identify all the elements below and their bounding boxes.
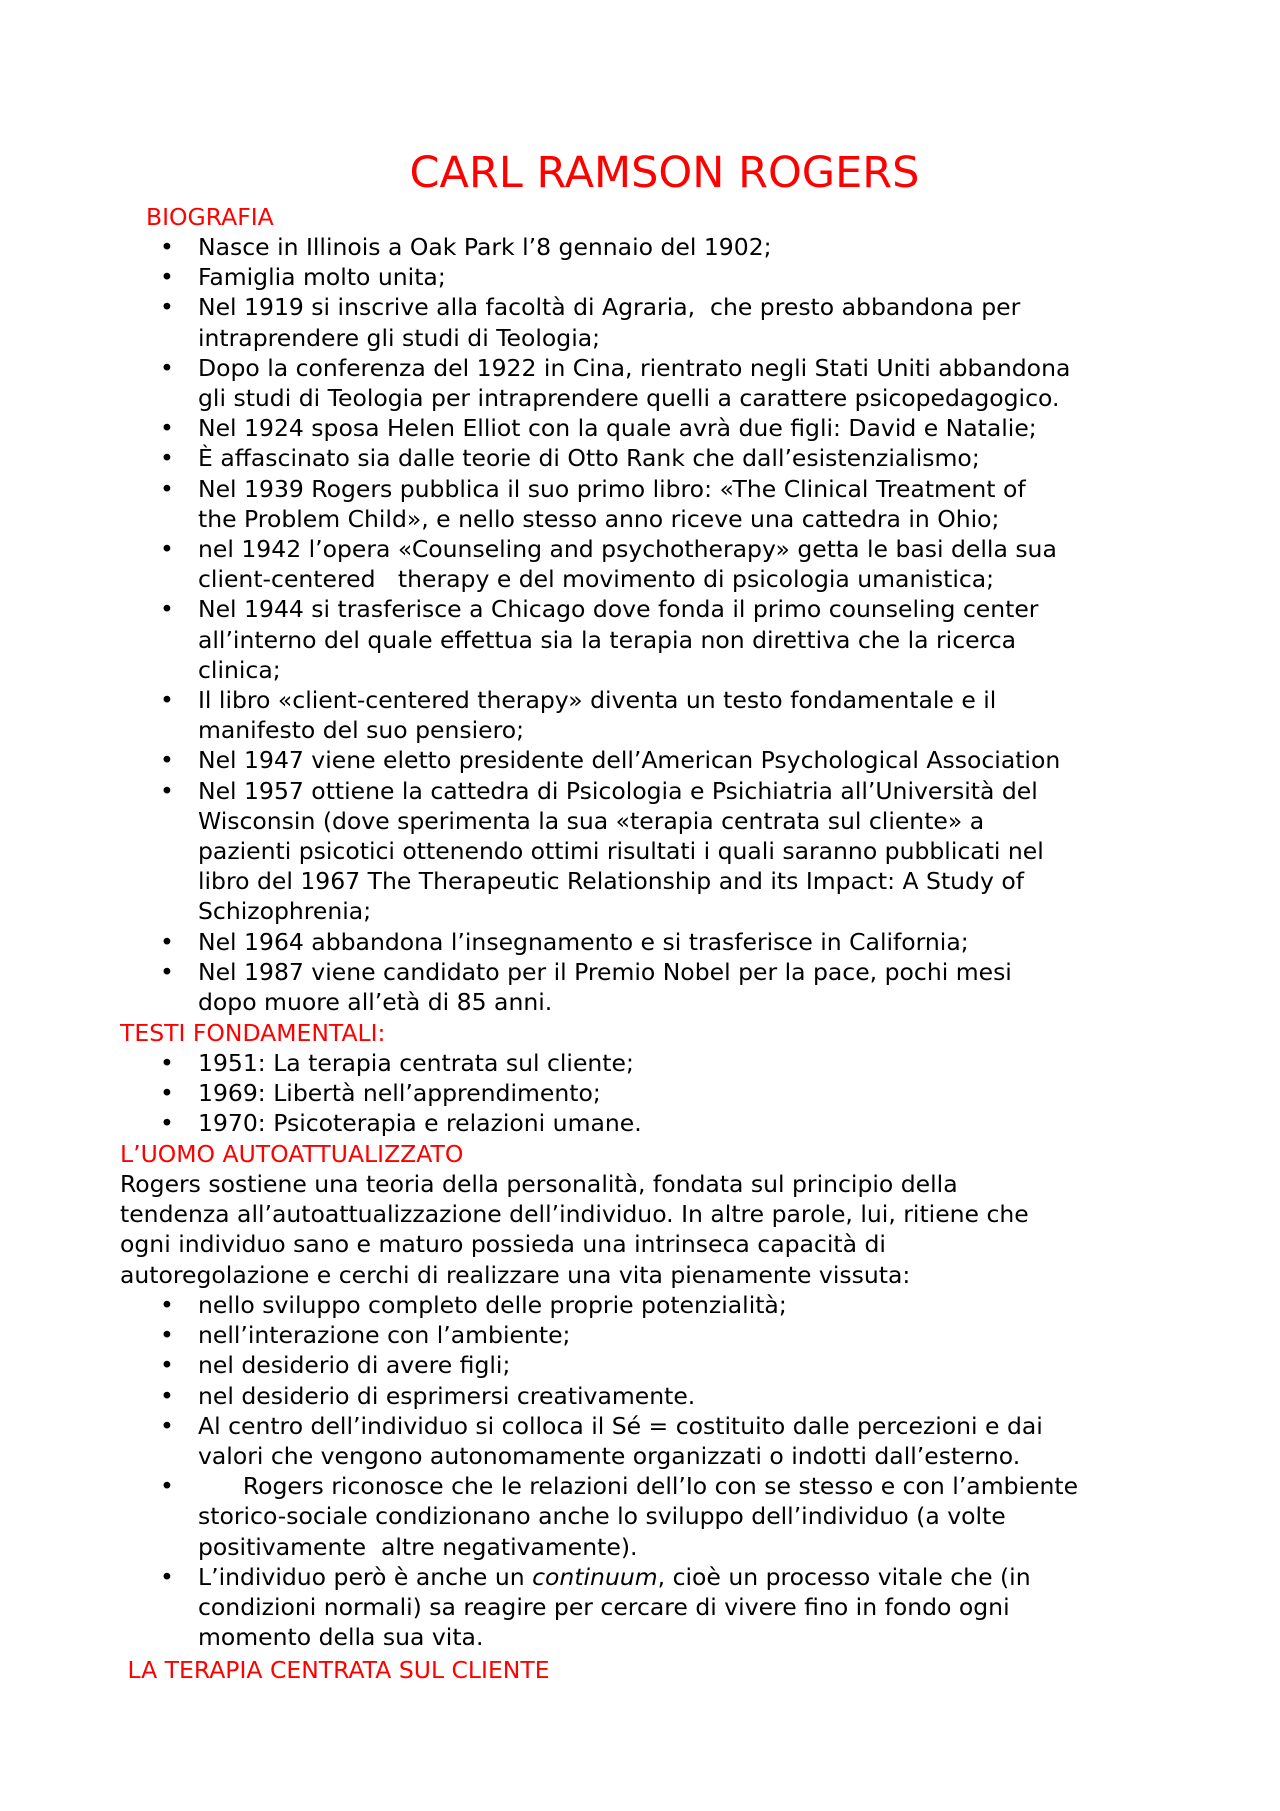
bullet-icon: • — [160, 927, 174, 956]
list-item-line: clinica; — [198, 655, 281, 684]
text-segment: , cioè un processo vitale che (in — [657, 1562, 1031, 1591]
text-segment: condizioni normali) sa reagire per cercare di vivere fino in fondo ogni — [198, 1593, 1010, 1622]
list-item — [0, 292, 1178, 352]
list-item-line: Il libro «client-centered therapy» diventa un testo fondamentale e il — [198, 686, 997, 715]
bullet-icon: • — [160, 1472, 174, 1501]
paragraph-uomo-autoattualizzato — [120, 1169, 1160, 1290]
list-item-line: nel desiderio di esprimersi creativamente. — [198, 1381, 696, 1410]
list-item-line: Rogers riconosce che le relazioni dell’Io con se stesso e con l’ambiente — [198, 1472, 1079, 1501]
list-item — [0, 1048, 1178, 1078]
list-item-line: 1969: Libertà nell’apprendimento; — [198, 1079, 601, 1108]
list-item-line: dopo muore all’età di 85 anni. — [198, 988, 553, 1017]
list-biografia — [0, 232, 1280, 1017]
paragraph-line: autoregolazione e cerchi di realizzare una vita pienamente vissuta: — [120, 1260, 911, 1289]
bullet-icon: • — [160, 414, 174, 443]
bullet-icon: • — [160, 233, 174, 261]
paragraph-line: ogni individuo sano e maturo possieda una intrinseca capacità di — [120, 1230, 886, 1259]
list-item-line: Schizophrenia; — [198, 897, 372, 926]
bullet-icon: • — [160, 1381, 174, 1410]
list-item-line: libro del 1967 The Therapeutic Relationship and its Impact: A Study of — [198, 867, 1025, 896]
bullet-icon: • — [160, 263, 174, 292]
list-item — [0, 745, 1178, 775]
list-item — [0, 232, 1178, 262]
list-item-line: nello sviluppo completo delle proprie potenzialità; — [198, 1291, 787, 1319]
heading-uomo-autoattualizzato: L’UOMO AUTOATTUALIZZATO — [120, 1140, 464, 1168]
list-item-line: client-centered therapy e del movimento di psicologia umanistica; — [198, 565, 995, 594]
list-item — [0, 1108, 1178, 1138]
list-item — [0, 957, 1178, 1017]
bullet-icon: • — [160, 1049, 174, 1077]
list-item-line: Nel 1987 viene candidato per il Premio Nobel per la pace, pochi mesi — [198, 957, 1012, 986]
list-item-line: Nel 1924 sposa Helen Elliot con la quale avrà due figli: David e Natalie; — [198, 414, 1037, 443]
list-item-line — [198, 1622, 1178, 1652]
list-item — [0, 1562, 1178, 1653]
list-item-line: Nel 1944 si trasferisce a Chicago dove fonda il primo counseling center — [198, 595, 1039, 624]
list-item — [0, 1350, 1178, 1380]
paragraph-line: Rogers sostiene una teoria della personalità, fondata sul principio della — [120, 1170, 958, 1198]
paragraph-line: tendenza all’autoattualizzazione dell’individuo. In altre parole, lui, ritiene che — [120, 1200, 1029, 1229]
bullet-icon: • — [160, 957, 174, 986]
list-item — [0, 776, 1178, 927]
list-testi-fondamentali — [0, 1048, 1280, 1139]
list-item-line: valori che vengono autonomamente organizzati o indotti dall’esterno. — [198, 1442, 1021, 1471]
bullet-icon: • — [160, 353, 174, 382]
list-item-line: Al centro dell’individuo si colloca il Sé = costituito dalle percezioni e dai — [198, 1411, 1043, 1440]
list-item-line: Nel 1964 abbandona l’insegnamento e si trasferisce in California; — [198, 927, 969, 956]
bullet-icon: • — [160, 776, 174, 805]
list-item — [0, 413, 1178, 443]
bullet-icon: • — [160, 595, 174, 624]
list-item-line: gli studi di Teologia per intraprendere quelli a carattere psicopedagogico. — [198, 384, 1060, 413]
list-item — [0, 1471, 1178, 1562]
text-segment: L’individuo però è anche un — [198, 1562, 533, 1591]
list-item-line: Famiglia molto unita; — [198, 263, 446, 292]
list-item-line: È affascinato sia dalle teorie di Otto Rank che dall’esistenzialismo; — [198, 444, 980, 473]
italic-term: continuum — [532, 1562, 658, 1591]
list-item-line — [198, 1592, 1178, 1622]
bullet-icon: • — [160, 686, 174, 715]
list-item-line: intraprendere gli studi di Teologia; — [198, 323, 601, 352]
heading-biografia: BIOGRAFIA — [146, 203, 274, 231]
list-item — [0, 534, 1178, 594]
list-item — [0, 353, 1178, 413]
bullet-icon: • — [160, 1411, 174, 1440]
bullet-icon: • — [160, 444, 174, 473]
list-item-line: nell’interazione con l’ambiente; — [198, 1321, 571, 1350]
list-item-line: positivamente altre negativamente). — [198, 1532, 638, 1561]
bullet-icon: • — [160, 1079, 174, 1108]
list-item-line: manifesto del suo pensiero; — [198, 716, 525, 745]
list-item — [0, 262, 1178, 292]
list-item-line: nel desiderio di avere figli; — [198, 1351, 511, 1380]
bullet-icon: • — [160, 1562, 174, 1591]
list-item-line: Nasce in Illinois a Oak Park l’8 gennaio del 1902; — [198, 233, 772, 261]
bullet-icon: • — [160, 535, 174, 564]
list-uomo-autoattualizzato — [0, 1290, 1280, 1652]
list-item — [0, 1381, 1178, 1411]
text-segment: momento della sua vita. — [198, 1623, 484, 1652]
list-item-line: Wisconsin (dove sperimenta la sua «terapia centrata sul cliente» a — [198, 806, 985, 835]
list-item-line: Nel 1939 Rogers pubblica il suo primo libro: «The Clinical Treatment of — [198, 474, 1026, 503]
list-item-line: Nel 1947 viene eletto presidente dell’American Psychological Association — [198, 746, 1061, 775]
list-item-line: Nel 1919 si inscrive alla facoltà di Agraria, che presto abbandona per — [198, 293, 1021, 322]
heading-terapia-centrata: LA TERAPIA CENTRATA SUL CLIENTE — [120, 1656, 550, 1684]
bullet-icon: • — [160, 1321, 174, 1350]
list-item-line: the Problem Child», e nello stesso anno riceve una cattedra in Ohio; — [198, 504, 1000, 533]
bullet-icon: • — [160, 1291, 174, 1319]
list-item — [0, 685, 1178, 745]
document-title: CARL RAMSON ROGERS — [409, 148, 920, 198]
list-item-line — [198, 1562, 1178, 1592]
bullet-icon: • — [160, 1109, 174, 1138]
heading-testi-fondamentali: TESTI FONDAMENTALI: — [120, 1019, 386, 1047]
list-item-line: Dopo la conferenza del 1922 in Cina, rientrato negli Stati Uniti abbandona — [198, 353, 1071, 382]
list-item-line: 1951: La terapia centrata sul cliente; — [198, 1049, 634, 1077]
bullet-icon: • — [160, 746, 174, 775]
list-item — [0, 927, 1178, 957]
list-item-line: pazienti psicotici ottenendo ottimi risultati i quali saranno pubblicati nel — [198, 837, 1044, 866]
bullet-icon: • — [160, 1351, 174, 1380]
list-item — [0, 474, 1178, 534]
list-item — [0, 594, 1178, 685]
list-item-line: nel 1942 l’opera «Counseling and psychotherapy» getta le basi della sua — [198, 535, 1057, 564]
list-item — [0, 1411, 1178, 1471]
list-item — [0, 1320, 1178, 1350]
list-item-line: 1970: Psicoterapia e relazioni umane. — [198, 1109, 642, 1138]
list-item — [0, 1078, 1178, 1108]
list-item — [0, 443, 1178, 473]
list-item — [0, 1290, 1178, 1320]
list-item-line: storico-sociale condizionano anche lo sviluppo dell’individuo (a volte — [198, 1502, 1006, 1531]
bullet-icon: • — [160, 293, 174, 322]
bullet-icon: • — [160, 474, 174, 503]
list-item-line: all’interno del quale effettua sia la terapia non direttiva che la ricerca — [198, 625, 1017, 654]
list-item-line: Nel 1957 ottiene la cattedra di Psicologia e Psichiatria all’Università del — [198, 776, 1038, 805]
